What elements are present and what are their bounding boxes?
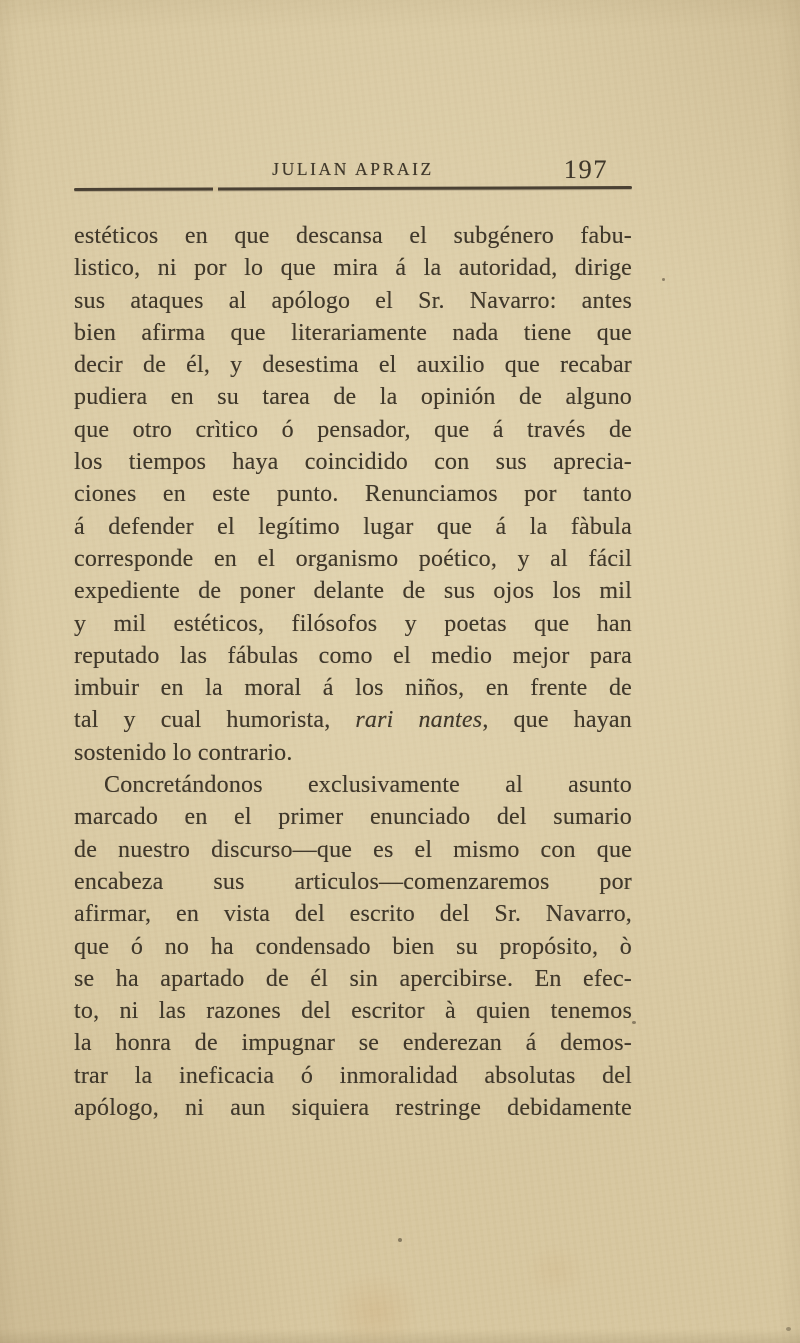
text-line: ciones en este punto. Renunciamos por tanto (74, 481, 632, 508)
text-line: corresponde en el organismo poético, y al fácil (74, 545, 632, 572)
text-line-with-italic (74, 704, 632, 736)
text-line: sus ataques al apólogo el Sr. Navarro: antes (74, 287, 632, 314)
ink-speck (398, 1238, 402, 1242)
text-line: to, ni las razones del escritor à quien tenemos (74, 998, 632, 1025)
text-line: estéticos en que descansa el subgénero fabu- (74, 223, 632, 249)
header-rule (74, 186, 632, 191)
text-line: sostenido lo contrario. (74, 739, 293, 766)
text-line: expediente de poner delante de sus ojos los mil (74, 578, 632, 605)
text-line: marcado en el primer enunciado del sumario (74, 804, 632, 831)
text-line: encabeza sus articulos—comenzaremos por (74, 868, 632, 895)
text-line: apólogo, ni aun siquiera restringe debidamente (74, 1095, 632, 1122)
text-segment: tal y cual humorista, (74, 707, 356, 734)
text-line: listico, ni por lo que mira á la autoridad, dirige (74, 255, 632, 282)
text-line: afirmar, en vista del escrito del Sr. Navarro, (74, 901, 632, 928)
ink-speck (632, 1021, 636, 1024)
text-line: y mil estéticos, filósofos y poetas que han (74, 610, 632, 637)
text-line: reputado las fábulas como el medio mejor para (74, 642, 632, 669)
text-line-paragraph-start: Concretándonos exclusivamente al asunto (104, 772, 632, 799)
text-segment: , que hayan (482, 707, 632, 734)
text-line: que otro crìtico ó pensador, que á través de (74, 416, 632, 443)
italic-latin-phrase: rari nantes (355, 707, 483, 734)
ink-speck (786, 1327, 791, 1331)
text-line: decir de él, y desestima el auxilio que recabar (74, 352, 632, 379)
text-line: imbuir en la moral á los niños, en frente de (74, 675, 632, 702)
header-author: JULIAN APRAIZ (272, 159, 434, 179)
text-line: los tiempos haya coincidido con sus aprecia- (74, 449, 632, 476)
rule-gap (213, 186, 218, 191)
text-line: que ó no ha condensado bien su propósito, ò (74, 933, 632, 960)
text-line: trar la ineficacia ó inmoralidad absolutas del (74, 1062, 632, 1089)
body-text (74, 220, 632, 1124)
text-line: la honra de impugnar se enderezan á demos- (74, 1030, 632, 1057)
text-line: á defender el legítimo lugar que á la fàbula (74, 513, 632, 540)
text-line: se ha apartado de él sin apercibirse. En efec- (74, 965, 632, 992)
page-number: 197 (563, 154, 608, 184)
running-header (74, 146, 632, 182)
text-line: pudiera en su tarea de la opinión de alguno (74, 384, 632, 411)
text-line: de nuestro discurso—que es el mismo con que (74, 836, 632, 863)
ink-speck (662, 278, 665, 281)
text-line: bien afirma que literariamente nada tiene que (74, 319, 632, 346)
